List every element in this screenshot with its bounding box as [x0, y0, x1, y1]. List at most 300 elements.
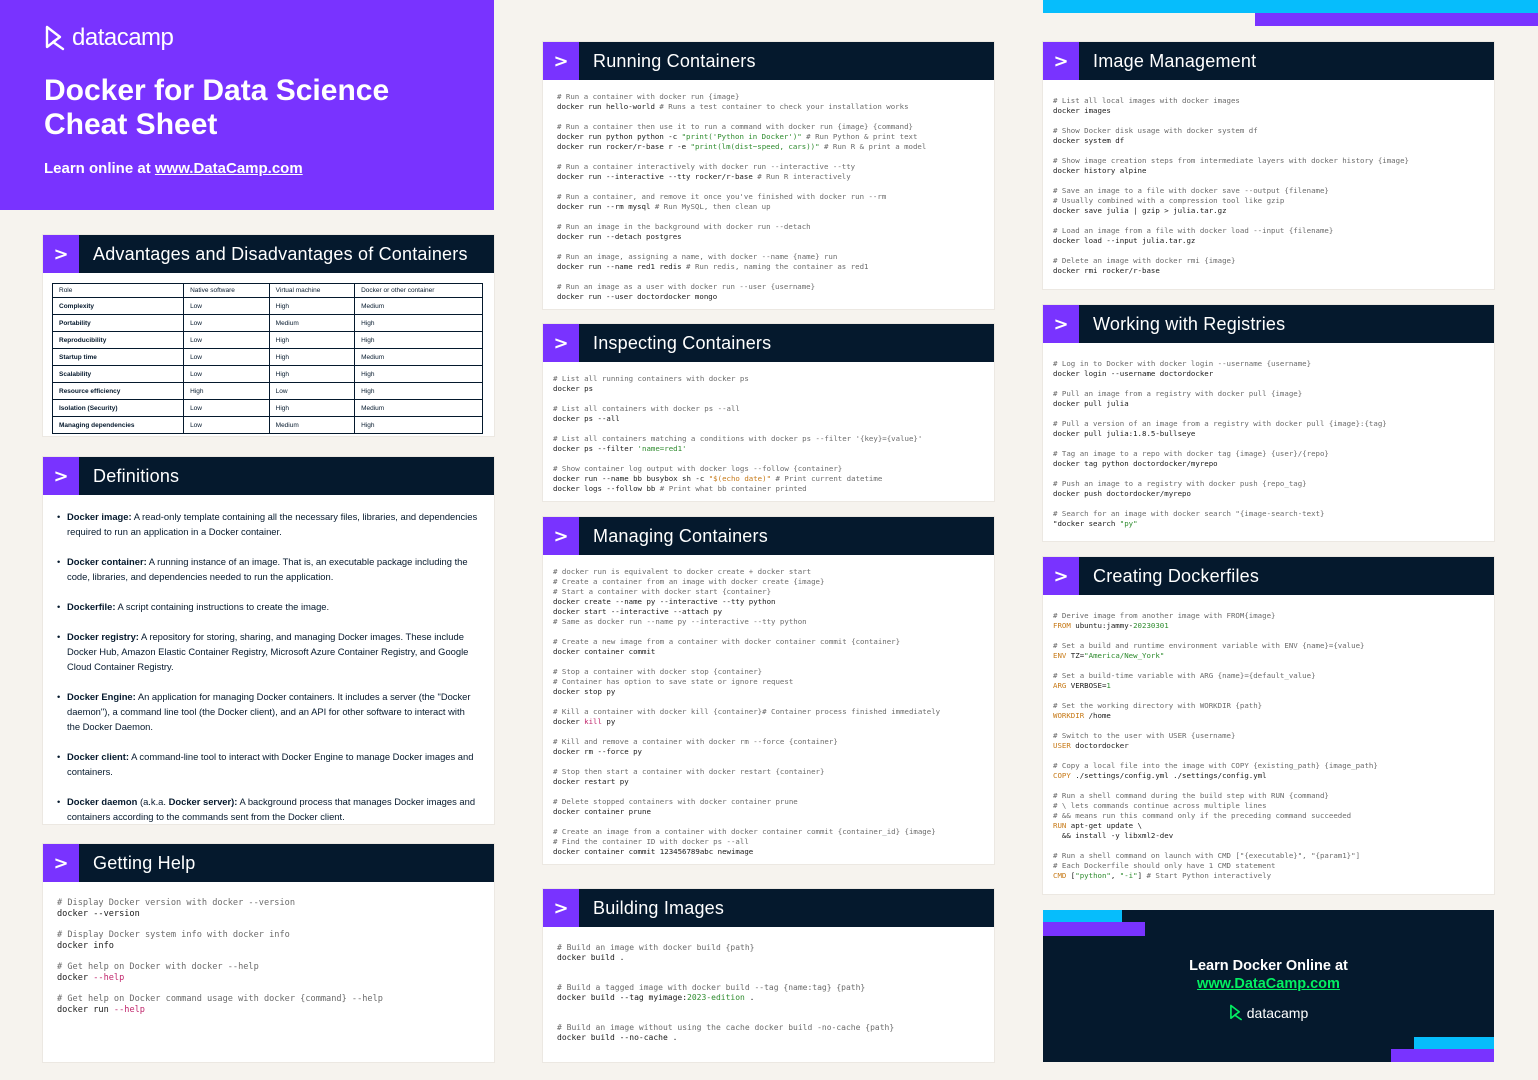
code-line — [1053, 721, 1480, 731]
learn-online-banner — [1043, 910, 1494, 1062]
table-row — [53, 298, 483, 315]
definition-text: A running instance of an image. That is, an executable package including the code, libraries, and dependencies needed to run the application. — [67, 556, 468, 582]
code-line — [1053, 439, 1480, 449]
definition-term: Docker Engine: — [67, 691, 136, 702]
code-comment: # Get help on Docker command usage with docker {command} --help — [57, 994, 383, 1004]
code-line — [1053, 871, 1480, 881]
code-line — [1053, 681, 1480, 691]
code-comment: # Run redis, naming the container as red1 — [686, 262, 869, 271]
code-line — [557, 1033, 980, 1043]
code-line — [1053, 449, 1480, 459]
advantages-card — [43, 235, 494, 436]
code-line — [1053, 379, 1480, 389]
table-cell: Complexity — [53, 298, 184, 315]
table-cell: Low — [184, 417, 270, 434]
chevron-icon: > — [543, 517, 579, 555]
definition-term: Docker daemon — [67, 796, 138, 807]
comparison-table — [52, 283, 483, 434]
code-token: docker pull julia:1.8.5-bullseye — [1053, 429, 1196, 438]
code-comment: # Kill and remove a container with docker rm --force {container} — [553, 737, 838, 746]
code-token: WORKDIR — [1053, 711, 1085, 720]
table-cell: Portability — [53, 315, 184, 332]
code-token: "$(echo date)" — [708, 474, 772, 483]
code-token: docker create --name py --interactive --tty python — [553, 597, 776, 606]
code-line — [557, 102, 980, 112]
code-token: docker stop py — [553, 687, 616, 696]
definition-term: Docker container: — [67, 556, 147, 567]
code-token: docker history alpine — [1053, 166, 1147, 175]
code-comment: # Run R interactively — [757, 172, 851, 181]
code-line — [1053, 176, 1480, 186]
code-comment: # Run a container then use it to run a command with docker run {image} {command} — [557, 122, 913, 131]
code-line — [1053, 741, 1480, 751]
title-line-2: Cheat Sheet — [44, 108, 218, 141]
datacamp-logo-icon — [44, 25, 66, 51]
code-comment: # Run R & print a model — [819, 142, 927, 151]
page-title — [44, 74, 450, 142]
definition-term: Docker server): — [168, 796, 238, 807]
code-line — [1053, 186, 1480, 196]
code-token: doctordocker — [1070, 741, 1129, 750]
code-line — [57, 930, 480, 941]
code-comment: # Run an image in the background with docker run --detach — [557, 222, 811, 231]
code-line — [1053, 811, 1480, 821]
datacamp-logo-icon — [1229, 1004, 1243, 1021]
code-block — [543, 555, 994, 869]
table-cell: Medium — [269, 315, 354, 332]
table-row — [53, 315, 483, 332]
code-token: ARG — [1053, 681, 1067, 690]
chevron-icon: > — [543, 42, 579, 80]
table-cell: Low — [184, 349, 270, 366]
code-line — [553, 637, 980, 647]
code-line — [557, 1013, 980, 1023]
code-line — [57, 984, 480, 994]
table-cell: Isolation (Security) — [53, 400, 184, 417]
table-header-cell: Docker or other container — [355, 284, 483, 298]
code-line — [553, 384, 980, 394]
code-comment: # Container has option to save state or ignore request — [553, 677, 794, 686]
card-title: Working with Registries — [1093, 313, 1286, 334]
table-cell: Low — [184, 315, 270, 332]
running-card — [543, 42, 994, 309]
code-line — [553, 717, 980, 727]
code-line — [1053, 469, 1480, 479]
cta-text: Learn Docker Online at — [1189, 958, 1348, 974]
code-comment: # Show image creation steps from intermediate layers with docker history {image} — [1053, 156, 1409, 165]
table-header-cell: Role — [53, 284, 184, 298]
code-token: "docker search — [1053, 519, 1120, 528]
code-line — [553, 464, 980, 474]
code-line — [57, 973, 480, 984]
code-line — [557, 152, 980, 162]
table-cell: Low — [184, 332, 270, 349]
chevron-icon: > — [43, 844, 79, 882]
code-line — [1053, 359, 1480, 369]
definition-item — [67, 629, 480, 674]
code-comment: # Copy a local file into the image with COPY {existing_path} {image_path} — [1053, 761, 1378, 770]
code-comment: # && means run this command only if the preceding command succeeded — [1053, 811, 1352, 820]
code-comment: # Run a shell command on launch with CMD ["{executable}", "{param1}"] — [1053, 851, 1361, 860]
table-cell: High — [269, 298, 354, 315]
code-comment: # Save an image to a file with docker save --output {filename} — [1053, 186, 1329, 195]
code-token: docker run --detach postgres — [557, 232, 682, 241]
code-token: docker run --rm mysql — [557, 202, 655, 211]
code-line — [1053, 256, 1480, 266]
code-line — [553, 757, 980, 767]
code-line — [557, 282, 980, 292]
code-comment: # Stop then start a container with docker restart {container} — [553, 767, 825, 776]
chevron-icon: > — [43, 235, 79, 273]
code-token: docker container commit 123456789abc newimage — [553, 847, 754, 856]
code-line — [557, 132, 980, 142]
code-line — [1053, 126, 1480, 136]
code-line — [1053, 146, 1480, 156]
code-token: docker system df — [1053, 136, 1125, 145]
code-line — [557, 993, 980, 1003]
code-line — [557, 112, 980, 122]
table-cell: Low — [184, 400, 270, 417]
code-line — [1053, 106, 1480, 116]
code-line — [1053, 499, 1480, 509]
code-comment: # Print current datetime — [771, 474, 883, 483]
definition-term: Docker client: — [67, 751, 129, 762]
code-token: docker run hello-world — [557, 102, 660, 111]
code-token: docker build . — [557, 953, 625, 962]
code-token: /home — [1084, 711, 1111, 720]
code-line — [557, 292, 980, 302]
definition-term: Docker registry: — [67, 631, 139, 642]
code-comment: # Find the container ID with docker ps --all — [553, 837, 749, 846]
table-cell: Medium — [355, 400, 483, 417]
code-comment: # List all local images with docker images — [1053, 96, 1240, 105]
code-comment: # Stop a container with docker stop {container} — [553, 667, 763, 676]
code-token: docker --version — [57, 909, 140, 919]
code-comment: # Create a container from an image with docker create {image} — [553, 577, 825, 586]
code-block — [543, 927, 994, 1055]
table-cell: High — [269, 349, 354, 366]
code-line — [1053, 166, 1480, 176]
code-line — [57, 1005, 480, 1016]
card-title: Advantages and Disadvantages of Containers — [93, 243, 468, 264]
code-comment: # Runs a test container to check your installation works — [659, 102, 909, 111]
code-line — [553, 807, 980, 817]
code-comment: # Run an image, assigning a name, with docker --name {name} run — [557, 252, 838, 261]
code-line — [553, 444, 980, 454]
table-cell: Managing dependencies — [53, 417, 184, 434]
code-token: , — [1110, 871, 1120, 880]
table-cell: Startup time — [53, 349, 184, 366]
code-token: ubuntu:jammy- — [1070, 621, 1134, 630]
chevron-icon: > — [43, 457, 79, 495]
definition-text: A repository for storing, sharing, and managing Docker images. These include Docker Hub, Amazon Elastic Container Registry, Microsoft Azure Container Registry, and Google Cloud Container Registry. — [67, 631, 469, 672]
code-line — [557, 212, 980, 222]
code-line — [553, 767, 980, 777]
code-token: "America/New_York" — [1084, 651, 1165, 660]
code-line — [1053, 116, 1480, 126]
code-line — [1053, 96, 1480, 106]
code-token: docker run --user doctordocker mongo — [557, 292, 718, 301]
code-token: docker start --interactive --attach py — [553, 607, 723, 616]
code-line — [553, 454, 980, 464]
code-line — [557, 202, 980, 212]
code-line — [553, 627, 980, 637]
card-header — [43, 844, 494, 882]
code-comment: # List all running containers with docker ps — [553, 374, 749, 383]
code-comment: # \ lets commands continue across multiple lines — [1053, 801, 1267, 810]
definition-text: A background process that manages Docker images and containers according to the commands sent from the Docker client. — [67, 796, 476, 822]
code-line — [57, 920, 480, 930]
card-header — [543, 42, 994, 80]
code-line — [1053, 631, 1480, 641]
subtitle-prefix: Learn online at — [44, 160, 155, 177]
code-line — [57, 909, 480, 920]
building-card — [543, 889, 994, 1062]
code-token: . — [744, 993, 755, 1002]
image-management-card — [1043, 42, 1494, 289]
code-line — [1053, 791, 1480, 801]
code-comment: # Build an image with docker build {path} — [557, 943, 755, 952]
card-header — [43, 235, 494, 273]
code-line — [557, 182, 980, 192]
code-token: docker run --name bb busybox sh -c — [553, 474, 709, 483]
chevron-icon: > — [543, 324, 579, 362]
definition-item — [67, 554, 480, 584]
code-token: docker push doctordocker/myrepo — [1053, 489, 1191, 498]
code-line — [1053, 781, 1480, 791]
definitions-card — [43, 457, 494, 824]
code-line — [57, 941, 480, 952]
code-line — [553, 847, 980, 857]
card-header — [1043, 305, 1494, 343]
code-line — [1053, 399, 1480, 409]
code-comment: # Show container log output with docker logs --follow {container} — [553, 464, 843, 473]
card-title: Getting Help — [93, 852, 196, 873]
code-token: docker run --name red1 redis — [557, 262, 687, 271]
code-line — [1053, 236, 1480, 246]
code-token: docker tag python doctordocker/myrepo — [1053, 459, 1218, 468]
table-cell: Medium — [269, 417, 354, 434]
table-cell: High — [355, 332, 483, 349]
table-cell: Low — [269, 383, 354, 400]
code-block — [543, 362, 994, 506]
code-line — [1053, 751, 1480, 761]
datacamp-logo[interactable] — [44, 24, 450, 52]
code-comment: # Run a container with docker run {image} — [557, 92, 740, 101]
code-line — [553, 647, 980, 657]
code-comment: # docker run is equivalent to docker create + docker start — [553, 567, 812, 576]
code-token: ] — [1137, 871, 1147, 880]
code-token: docker restart py — [553, 777, 629, 786]
table-row — [53, 417, 483, 434]
code-token: ./settings/config.yml ./settings/config.yml — [1070, 771, 1267, 780]
registries-card — [1043, 305, 1494, 541]
chevron-icon: > — [543, 889, 579, 927]
code-token: COPY — [1053, 771, 1071, 780]
card-header — [1043, 557, 1494, 595]
code-token: --help — [93, 973, 125, 983]
code-comment: # Derive image from another image with FROM{image} — [1053, 611, 1276, 620]
code-token: docker — [57, 973, 94, 983]
code-line — [553, 617, 980, 627]
table-row — [53, 349, 483, 366]
code-token: TZ= — [1066, 651, 1085, 660]
code-line — [553, 797, 980, 807]
code-token: 20230301 — [1133, 621, 1169, 630]
code-token: docker rmi rocker/r-base — [1053, 266, 1160, 275]
decor-stripe-purple-br — [1391, 1049, 1494, 1062]
code-token: VERBOSE= — [1066, 681, 1107, 690]
code-comment: # Run MySQL, then clean up — [654, 202, 771, 211]
table-header-cell: Virtual machine — [269, 284, 354, 298]
code-line — [1053, 611, 1480, 621]
table-cell: Low — [184, 366, 270, 383]
code-line — [557, 142, 980, 152]
code-line — [1053, 761, 1480, 771]
code-line — [1053, 479, 1480, 489]
logo-text: datacamp — [1246, 1004, 1309, 1021]
code-line — [553, 677, 980, 687]
code-line — [1053, 419, 1480, 429]
code-line — [1053, 671, 1480, 681]
code-line — [1053, 389, 1480, 399]
code-line — [1053, 641, 1480, 651]
decor-stripe-cyan — [1043, 910, 1122, 922]
code-line — [1053, 136, 1480, 146]
code-line — [553, 577, 980, 587]
code-line — [557, 192, 980, 202]
code-token: docker run --interactive --tty rocker/r-base — [557, 172, 758, 181]
hero-subtitle — [44, 160, 450, 177]
code-line — [1053, 266, 1480, 276]
table-cell: High — [355, 366, 483, 383]
code-line — [1053, 156, 1480, 166]
code-line — [1053, 206, 1480, 216]
definition-aside: (a.k.a. — [137, 796, 169, 807]
code-line — [553, 817, 980, 827]
code-line — [557, 943, 980, 953]
definition-text: A read-only template containing all the necessary files, libraries, and dependencies required to run an application in a Docker container. — [67, 511, 478, 537]
table-cell: High — [269, 332, 354, 349]
table-cell: High — [269, 366, 354, 383]
code-comment: # Same as docker run --name py --interactive --tty python — [553, 617, 807, 626]
code-line — [1053, 831, 1480, 841]
code-line — [1053, 711, 1480, 721]
code-line — [553, 424, 980, 434]
code-line — [1053, 196, 1480, 206]
code-token: docker save julia | gzip > julia.tar.gz — [1053, 206, 1227, 215]
table-cell: High — [269, 400, 354, 417]
table-cell: Scalability — [53, 366, 184, 383]
code-line — [557, 963, 980, 973]
table-cell: High — [184, 383, 270, 400]
table-row — [53, 383, 483, 400]
code-comment: # Run a container interactively with docker run --interactive --tty — [557, 162, 856, 171]
code-line — [1053, 801, 1480, 811]
code-comment: # Show Docker disk usage with docker system df — [1053, 126, 1258, 135]
code-line — [553, 707, 980, 717]
code-line — [557, 222, 980, 232]
code-comment: # Run a container, and remove it once you've finished with docker run --rm — [557, 192, 887, 201]
code-block — [1043, 343, 1494, 541]
code-line — [553, 404, 980, 414]
code-line — [553, 484, 980, 494]
table-cell: Medium — [355, 349, 483, 366]
code-comment: # Get help on Docker with docker --help — [57, 962, 259, 972]
code-token: "py" — [1119, 519, 1138, 528]
code-line — [553, 747, 980, 757]
table-cell: High — [355, 315, 483, 332]
cta-link[interactable]: www.DataCamp.com — [1197, 976, 1340, 992]
code-token: docker logs --follow bb — [553, 484, 660, 493]
code-token: docker ps --filter — [553, 444, 638, 453]
card-title: Running Containers — [593, 50, 756, 71]
datacamp-link[interactable]: www.DataCamp.com — [154, 160, 303, 177]
code-line — [57, 952, 480, 962]
title-line-1: Docker for Data Science — [44, 74, 390, 107]
code-token: && install -y libxml2-dev — [1053, 831, 1174, 840]
code-token: 1 — [1106, 681, 1111, 690]
code-comment: # Create a new image from a container with docker container commit {container} — [553, 637, 901, 646]
code-comment: # List all containers with docker ps --all — [553, 404, 740, 413]
code-line — [557, 1023, 980, 1033]
code-comment: # Load an image from a file with docker load --input {filename} — [1053, 226, 1334, 235]
code-line — [553, 587, 980, 597]
code-comment: # Start Python interactively — [1146, 871, 1272, 880]
code-token: RUN — [1053, 821, 1067, 830]
code-line — [557, 272, 980, 282]
code-line — [1053, 861, 1480, 871]
inspecting-card — [543, 324, 994, 501]
code-line — [1053, 621, 1480, 631]
code-line — [557, 242, 980, 252]
code-line — [557, 252, 980, 262]
table-cell: Low — [184, 298, 270, 315]
code-line — [553, 737, 980, 747]
code-comment: # Display Docker system info with docker info — [57, 930, 290, 940]
code-token: docker ps — [553, 384, 594, 393]
cta-logo[interactable] — [1043, 1004, 1494, 1021]
code-comment: # Usually combined with a compression tool like gzip — [1053, 196, 1285, 205]
code-line — [553, 827, 980, 837]
code-token: "print('Python in Docker')" — [681, 132, 802, 141]
code-token: docker load --input julia.tar.gz — [1053, 236, 1196, 245]
code-token: docker container commit — [553, 647, 656, 656]
code-comment: # Start a container with docker start {container} — [553, 587, 772, 596]
code-token: docker rm --force py — [553, 747, 642, 756]
code-token: USER — [1053, 741, 1071, 750]
code-line — [553, 597, 980, 607]
code-line — [557, 983, 980, 993]
code-line — [553, 777, 980, 787]
card-title: Creating Dockerfiles — [1093, 565, 1260, 586]
code-line — [1053, 701, 1480, 711]
code-line — [1053, 841, 1480, 851]
code-token: apt-get update \ — [1066, 821, 1143, 830]
code-token: py — [601, 717, 616, 726]
code-line — [57, 994, 480, 1005]
definition-text: A script containing instructions to create the image. — [115, 601, 330, 612]
code-line — [1053, 226, 1480, 236]
code-comment: # Run an image as a user with docker run --user {username} — [557, 282, 816, 291]
card-header — [543, 517, 994, 555]
code-line — [553, 394, 980, 404]
code-line — [57, 898, 480, 909]
code-comment: # Build a tagged image with docker build --tag {name:tag} {path} — [557, 983, 866, 992]
code-comment: # List all containers matching a conditions with docker ps --filter '{key}={value}' — [553, 434, 923, 443]
code-token: CMD — [1053, 871, 1067, 880]
code-line — [1053, 409, 1480, 419]
